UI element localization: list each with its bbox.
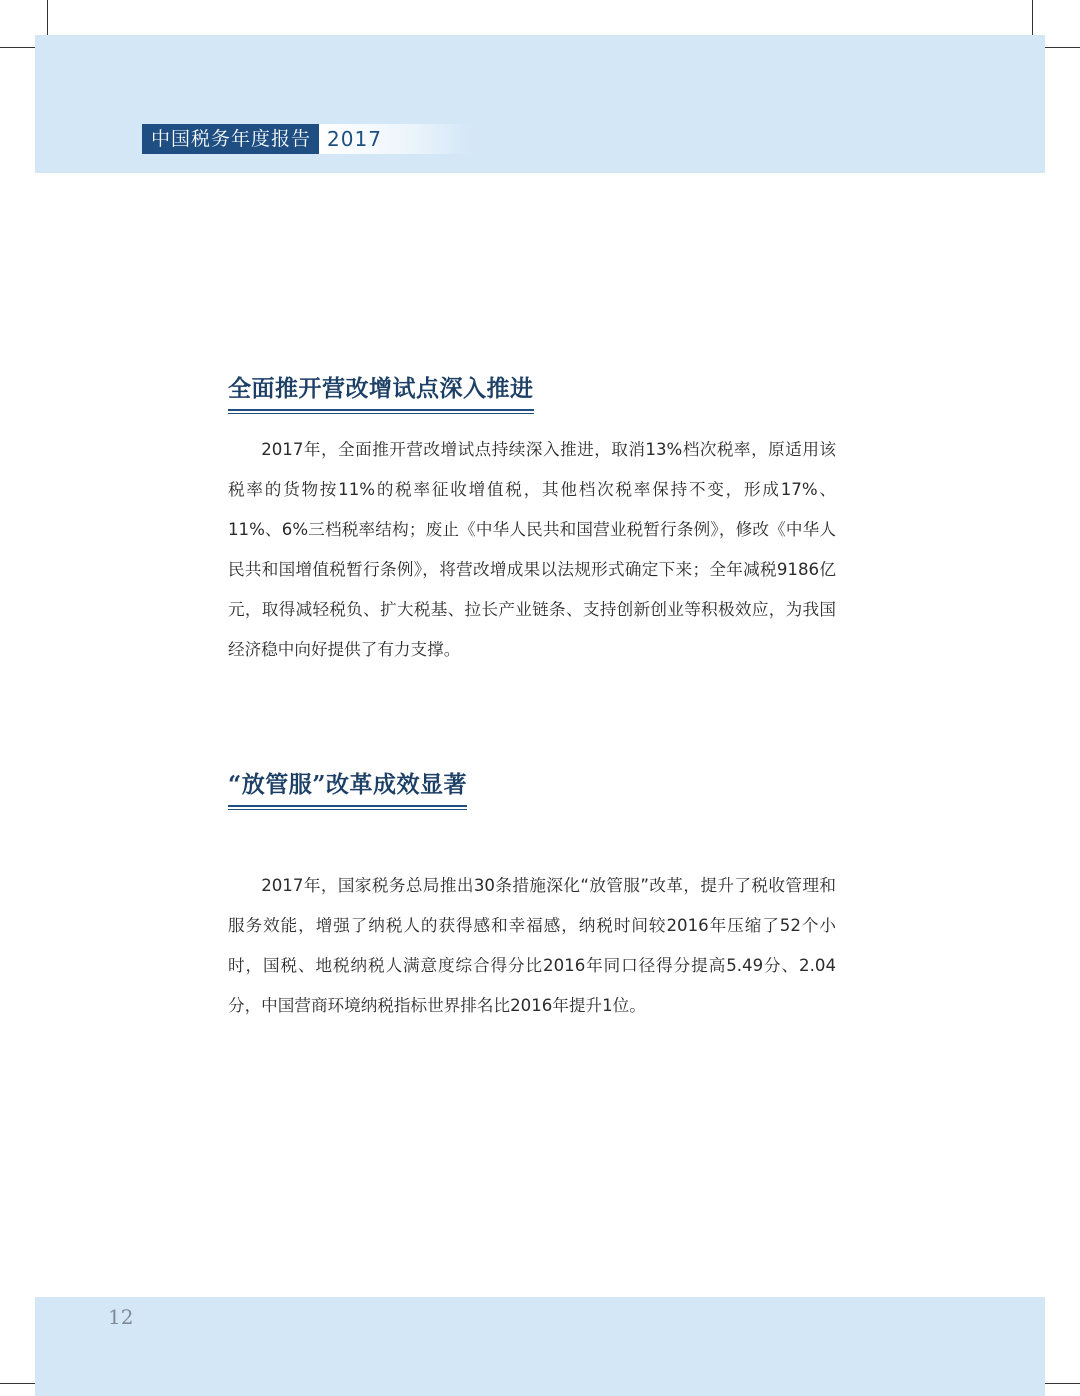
- page-number: 12: [108, 1305, 134, 1329]
- crop-mark: [1032, 0, 1033, 35]
- crop-mark: [0, 47, 35, 48]
- crop-mark: [1045, 1383, 1080, 1384]
- crop-mark: [0, 1383, 35, 1384]
- section-paragraph: 2017年，全面推开营改增试点持续深入推进，取消13%档次税率，原适用该税率的货物按11%的税率征收增值税，其他档次税率保持不变，形成17%、11%、6%三档税率结构；废止《中华人民共和国营业税暂行条例》，修改《中华人民共和国增值税暂行条例》，将营改增成果以法规形式确定下来；全年减税9186亿元，取得减轻税负、扩大税基、拉长产业链条、支持创新创业等积极效应，为我国经济稳中向好提供了有力支撑。: [228, 440, 836, 659]
- crop-mark: [47, 0, 48, 35]
- section-paragraph: 2017年，国家税务总局推出30条措施深化“放管服”改革，提升了税收管理和服务效能，增强了纳税人的获得感和幸福感，纳税时间较2016年压缩了52个小时，国税、地税纳税人满意度综合得分比2016年同口径得分提高5.49分、2.04分，中国营商环境纳税指标世界排名比2016年提升1位。: [228, 876, 836, 1015]
- report-year: 2017: [319, 124, 472, 154]
- section-heading: “放管服”改革成效显著: [228, 766, 467, 807]
- section-heading: 全面推开营改增试点深入推进: [228, 370, 534, 411]
- footer-band: [35, 1297, 1045, 1396]
- running-header: [142, 124, 472, 154]
- report-title: 中国税务年度报告: [142, 124, 319, 154]
- crop-mark: [1045, 47, 1080, 48]
